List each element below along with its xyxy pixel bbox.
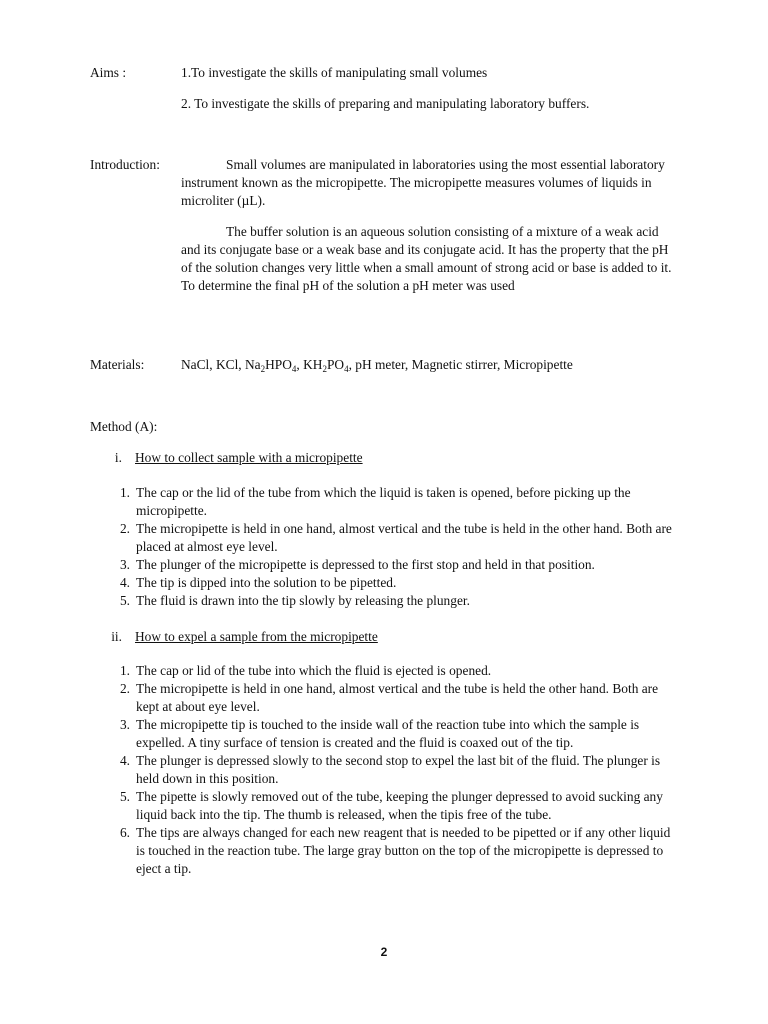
list-number: 1. [119, 663, 130, 678]
materials-text-a: NaCl, KCl, Na [181, 357, 261, 372]
list-item [90, 520, 680, 556]
materials-text-c: , KH [296, 357, 323, 372]
section-ii-title: How to expel a sample from the micropipette [135, 629, 378, 644]
list-item [90, 592, 680, 610]
list-text: The cap or the lid of the tube from which the liquid is taken is opened, before picking up the micropipette. [136, 485, 631, 518]
list-item [90, 716, 680, 752]
aim-2: 2. To investigate the skills of preparing and manipulating laboratory buffers. [181, 96, 590, 111]
list-number: 6. [119, 825, 130, 840]
introduction-label: Introduction: [90, 157, 160, 172]
list-number: 4. [119, 575, 130, 590]
list-text: The tips are always changed for each new reagent that is needed to be pipetted or if any other liquid is touched in the reaction tube. The large gray button on the top of the micropipette is depressed to eject a tip. [136, 825, 671, 876]
list-text: The plunger of the micropipette is depressed to the first stop and held in that position. [136, 557, 595, 572]
list-text: The tip is dipped into the solution to be pipetted. [136, 575, 397, 590]
list-text: The cap or lid of the tube into which the fluid is ejected is opened. [136, 663, 492, 678]
introduction-paragraph-1: Small volumes are manipulated in laboratories using the most essential laboratory instrument known as the micropipette. The micropipette measures volumes of liquids in microliter (µL). [181, 157, 665, 208]
list-text: The pipette is slowly removed out of the tube, keeping the plunger depressed to avoid sucking any liquid back into the tip. The thumb is released, when the tipis free of the tube. [136, 789, 663, 822]
materials-list [181, 356, 573, 374]
list-item [90, 662, 680, 680]
list-text: The micropipette tip is touched to the inside wall of the reaction tube into which the sample is expelled. A tiny surface of tension is created and the fluid is coaxed out of the tip. [136, 717, 640, 750]
materials-text-d: PO [326, 357, 345, 372]
list-item [90, 788, 680, 824]
list-text: The fluid is drawn into the tip slowly by releasing the plunger. [136, 593, 470, 608]
list-item [90, 484, 680, 520]
introduction-paragraph-2: The buffer solution is an aqueous solution consisting of a mixture of a weak acid and its conjugate base or a weak base and its conjugate acid. It has the property that the pH of the solution changes very little when a small amount of strong acid or base is added to it. To determine the final pH of the solution a pH meter was used [181, 224, 672, 293]
list-number: 4. [119, 753, 130, 768]
list-item [90, 574, 680, 592]
section-i-title: How to collect sample with a micropipette [135, 450, 363, 465]
introduction-body [181, 156, 676, 295]
materials-sub-3: 2 [322, 364, 327, 374]
aim-1: 1.To investigate the skills of manipulating small volumes [181, 65, 488, 80]
list-number: 5. [119, 593, 130, 608]
method-heading: Method (A): [90, 419, 158, 434]
list-item [90, 752, 680, 788]
list-number: 5. [119, 789, 130, 804]
list-text: The micropipette is held in one hand, almost vertical and the tube is held the other hand. Both are kept at about eye level. [136, 681, 659, 714]
list-item [90, 556, 680, 574]
materials-text-b: HPO [265, 357, 292, 372]
list-number: 3. [119, 717, 130, 732]
list-number: 2. [119, 521, 130, 536]
list-number: 1. [119, 485, 130, 500]
list-number: 2. [119, 681, 130, 696]
section-ii-steps [90, 662, 680, 878]
aims-label: Aims : [90, 65, 127, 80]
section-i-numeral: i. [114, 450, 122, 465]
list-number: 3. [119, 557, 130, 572]
materials-sub-4: 4 [344, 364, 349, 374]
list-text: The plunger is depressed slowly to the second stop to expel the last bit of the fluid. The plunger is held down in this position. [136, 753, 661, 786]
list-text: The micropipette is held in one hand, almost vertical and the tube is held in the other hand. Both are placed at almost eye level. [136, 521, 672, 554]
list-item [90, 824, 680, 878]
materials-sub-2: 4 [291, 364, 297, 374]
section-ii-numeral: ii. [111, 629, 122, 644]
section-i-steps [90, 484, 680, 610]
page-number: 2 [380, 945, 388, 959]
materials-text-e: , pH meter, Magnetic stirrer, Micropipette [348, 357, 573, 372]
materials-label: Materials: [90, 357, 145, 372]
list-item [90, 680, 680, 716]
materials-sub-1: 2 [260, 364, 266, 374]
